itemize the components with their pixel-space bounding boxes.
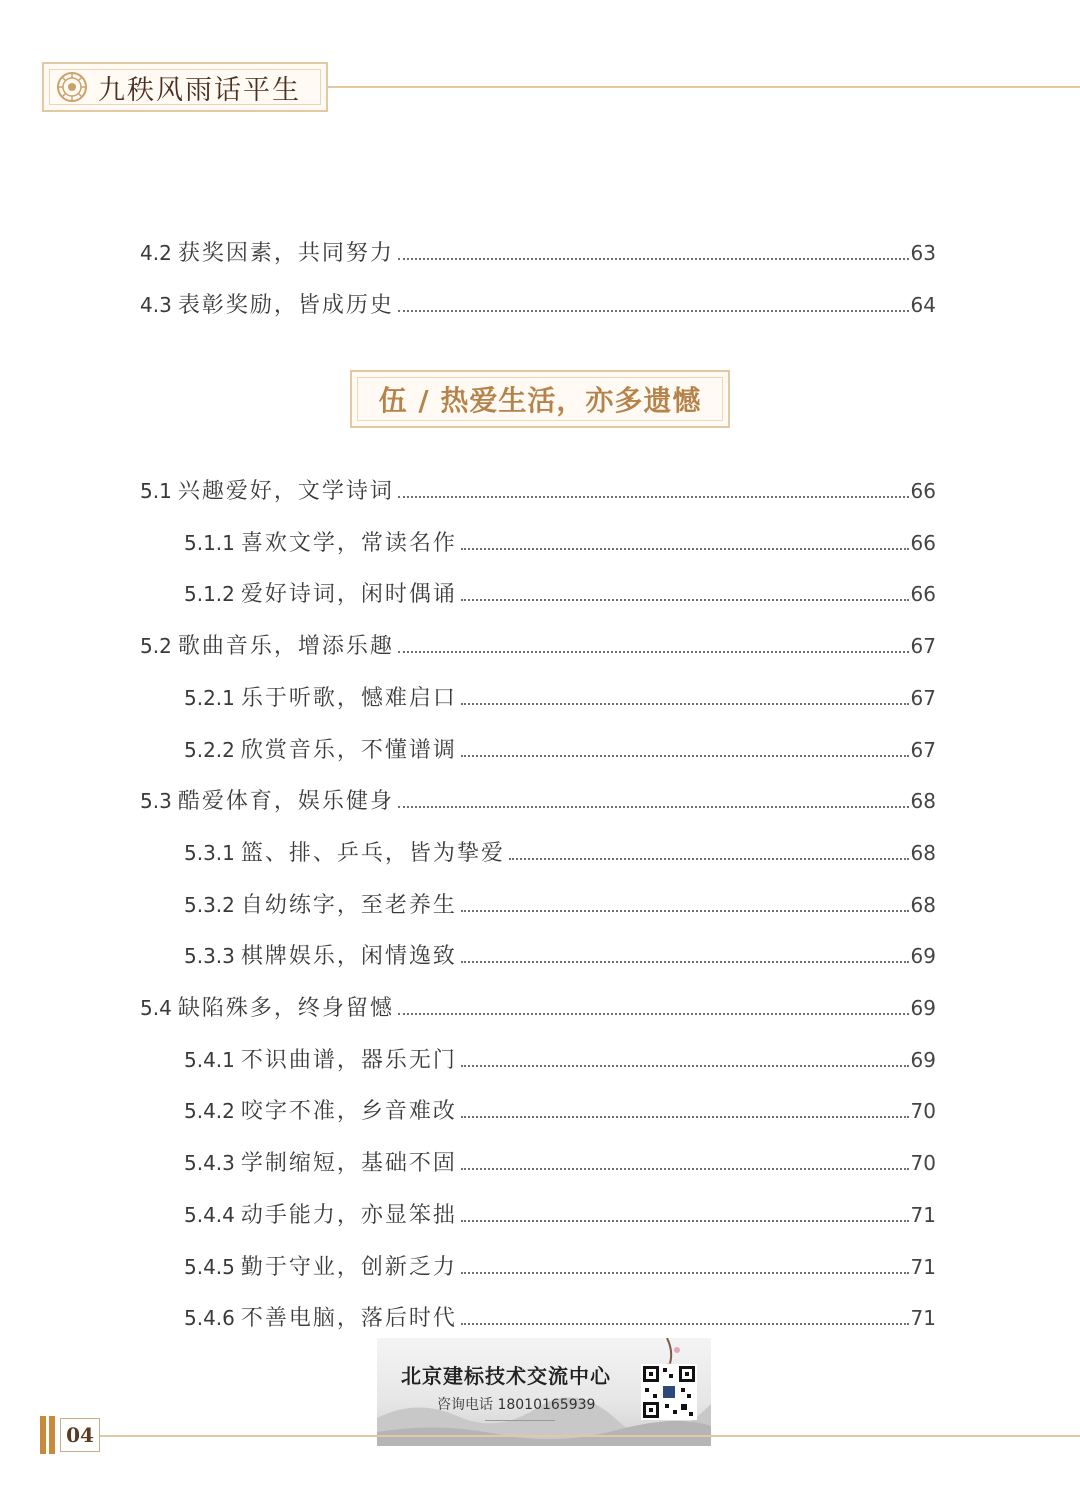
toc-entry[interactable] xyxy=(184,1198,936,1232)
toc-entry-title: 酷爱体育，娱乐健身 xyxy=(177,789,394,815)
toc-entry[interactable] xyxy=(140,629,936,663)
toc-entry-label xyxy=(184,1043,457,1074)
toc-entry-page: 66 xyxy=(910,479,936,503)
toc-entry-number: 5.3.3 xyxy=(184,944,235,969)
toc-entry-page: 71 xyxy=(910,1202,936,1227)
toc-entry[interactable] xyxy=(140,288,936,322)
toc-entry-title: 乐于听歌，憾难启口 xyxy=(240,685,457,711)
toc-entry-page: 67 xyxy=(910,685,936,710)
ornament-flower-icon xyxy=(56,71,88,103)
toc-entry-label xyxy=(184,1094,457,1125)
toc-entry[interactable] xyxy=(184,526,936,560)
toc-entry-page: 63 xyxy=(910,241,936,265)
toc-entry-title: 兴趣爱好，文学诗词 xyxy=(177,479,394,504)
toc-entry[interactable] xyxy=(184,939,936,973)
toc-entry-number: 5.1.2 xyxy=(184,582,235,607)
toc-entry-label xyxy=(184,836,505,867)
toc-entry[interactable] xyxy=(184,1301,936,1335)
toc-entry[interactable] xyxy=(140,236,936,270)
toc-entry-page: 69 xyxy=(910,996,936,1020)
ad-divider xyxy=(485,1420,555,1421)
toc-leader-dots xyxy=(509,858,909,860)
toc-entry[interactable] xyxy=(140,784,936,818)
toc-entry-label xyxy=(184,526,457,557)
toc-entry-number: 5.1.1 xyxy=(184,530,235,555)
ad-phone: 咨询电话 18010165939 xyxy=(437,1397,596,1413)
toc-entry-label xyxy=(184,577,457,608)
toc-leader-dots xyxy=(461,599,909,601)
toc-entry[interactable] xyxy=(184,681,936,715)
toc-entry-label xyxy=(184,888,457,919)
toc-entry[interactable] xyxy=(140,991,936,1025)
toc-entry-number: 5.4.5 xyxy=(184,1254,235,1279)
toc-entry-title: 学制缩短，基础不固 xyxy=(240,1151,457,1177)
toc-entry-page: 69 xyxy=(910,944,936,969)
toc-entry-title: 歌曲音乐，增添乐趣 xyxy=(177,634,394,660)
toc-entry-number: 5.2.1 xyxy=(184,685,235,710)
toc-entry-page: 64 xyxy=(910,293,936,317)
toc-entry-number: 5.4.4 xyxy=(184,1202,235,1227)
toc-entry-title: 不善电脑，落后时代 xyxy=(240,1306,457,1332)
toc-leader-dots xyxy=(461,1168,909,1170)
section-banner xyxy=(350,370,730,428)
toc-entry[interactable] xyxy=(184,1043,936,1077)
toc-entry-page: 68 xyxy=(910,789,936,814)
toc-leader-dots xyxy=(398,496,909,498)
toc-leader-dots xyxy=(461,1323,909,1325)
toc-entry-page: 70 xyxy=(910,1151,936,1176)
header-tab xyxy=(42,62,328,112)
toc-entry-title: 篮、排、乒乓，皆为挚爱 xyxy=(240,840,505,866)
toc-leader-dots xyxy=(461,910,909,912)
toc-entry-label xyxy=(184,939,457,970)
toc-entry-title: 缺陷殊多，终身留憾 xyxy=(177,996,394,1021)
toc-entry-title: 自幼练字，至老养生 xyxy=(240,892,457,918)
toc-entry-label xyxy=(140,288,394,319)
ad-banner[interactable] xyxy=(377,1338,711,1446)
toc-leader-dots xyxy=(398,310,909,312)
ad-title: 北京建标技术交流中心 xyxy=(401,1364,611,1388)
toc-entry-page: 69 xyxy=(910,1047,936,1072)
toc-entry-number: 5.2 xyxy=(140,634,172,659)
toc-entry-page: 71 xyxy=(910,1306,936,1331)
toc-entry-number: 4.3 xyxy=(140,293,172,317)
toc-entry-label xyxy=(184,1146,457,1177)
toc-entry-label xyxy=(140,991,394,1022)
toc-entry-number: 5.4.6 xyxy=(184,1306,235,1331)
toc-leader-dots xyxy=(461,1272,909,1274)
toc-entry-title: 咬字不准，乡音难改 xyxy=(240,1099,457,1125)
toc-entry-page: 68 xyxy=(910,840,936,865)
toc-entry-number: 5.3 xyxy=(140,789,172,814)
toc-entry-page: 67 xyxy=(910,737,936,762)
toc-entry-title: 棋牌娱乐，闲情逸致 xyxy=(240,944,457,970)
toc-entry-title: 欣赏音乐，不懂谱调 xyxy=(240,737,457,763)
toc-entry-number: 5.4 xyxy=(140,996,172,1020)
toc-entry-number: 5.3.1 xyxy=(184,840,235,865)
toc-entry-title: 获奖因素，共同努力 xyxy=(177,241,394,266)
toc-entry-title: 动手能力，亦显笨拙 xyxy=(240,1202,457,1228)
toc-leader-dots xyxy=(461,1116,909,1118)
toc-entry[interactable] xyxy=(184,1250,936,1284)
toc-leader-dots xyxy=(398,651,909,653)
toc-entry-title: 不识曲谱，器乐无门 xyxy=(240,1047,457,1073)
toc-entry-number: 5.4.3 xyxy=(184,1151,235,1176)
toc-entry-number: 5.2.2 xyxy=(184,737,235,762)
toc-leader-dots xyxy=(461,1065,909,1067)
toc-entry-page: 68 xyxy=(910,892,936,917)
toc-leader-dots xyxy=(461,1220,909,1222)
toc-entry-number: 5.1 xyxy=(140,479,172,503)
toc-entry-label xyxy=(140,629,394,660)
toc-entry-number: 5.4.1 xyxy=(184,1047,235,1072)
toc-entry-label xyxy=(140,236,394,267)
toc-entry-title: 喜欢文学，常读名作 xyxy=(240,530,457,556)
toc-entry-label xyxy=(184,1198,457,1229)
toc-leader-dots xyxy=(398,1013,909,1015)
header-title: 九秩风雨话平生 xyxy=(98,74,301,106)
toc-entry-page: 70 xyxy=(910,1099,936,1124)
toc-entry[interactable] xyxy=(184,1146,936,1180)
page-number: 04 xyxy=(60,1418,100,1452)
toc-leader-dots xyxy=(461,703,909,705)
toc-entry[interactable] xyxy=(184,888,936,922)
toc-entry-page: 71 xyxy=(910,1254,936,1279)
toc-entry-label xyxy=(184,733,457,764)
toc-leader-dots xyxy=(461,961,909,963)
footer-rule xyxy=(100,1435,1080,1437)
toc-entry-title: 表彰奖励，皆成历史 xyxy=(177,293,394,318)
toc-entry[interactable] xyxy=(184,577,936,611)
toc-entry-number: 5.4.2 xyxy=(184,1099,235,1124)
toc-entry-number: 4.2 xyxy=(140,241,172,265)
toc-entry-label xyxy=(140,474,394,505)
toc-leader-dots xyxy=(461,755,909,757)
toc-entry-title: 爱好诗词，闲时偶诵 xyxy=(240,582,457,608)
section-title: 伍 / 热爱生活，亦多遗憾 xyxy=(378,384,702,417)
toc-entry-label xyxy=(140,784,394,815)
toc-leader-dots xyxy=(398,806,909,808)
toc-entry-number: 5.3.2 xyxy=(184,892,235,917)
toc-entry-label xyxy=(184,1301,457,1332)
toc-entry-label xyxy=(184,1250,457,1281)
toc-leader-dots xyxy=(398,258,909,260)
qr-code-icon xyxy=(641,1364,697,1420)
toc-entry-page: 66 xyxy=(910,582,936,607)
toc-entry-title: 勤于守业，创新乏力 xyxy=(240,1254,457,1280)
toc-entry-page: 67 xyxy=(910,634,936,659)
toc-entry[interactable] xyxy=(184,1094,936,1128)
toc-entry[interactable] xyxy=(140,474,936,508)
header-rule xyxy=(328,86,1080,88)
toc-entry-page: 66 xyxy=(910,530,936,555)
toc-entry[interactable] xyxy=(184,836,936,870)
toc-entry-label xyxy=(184,681,457,712)
toc-leader-dots xyxy=(461,548,909,550)
toc-entry[interactable] xyxy=(184,733,936,767)
